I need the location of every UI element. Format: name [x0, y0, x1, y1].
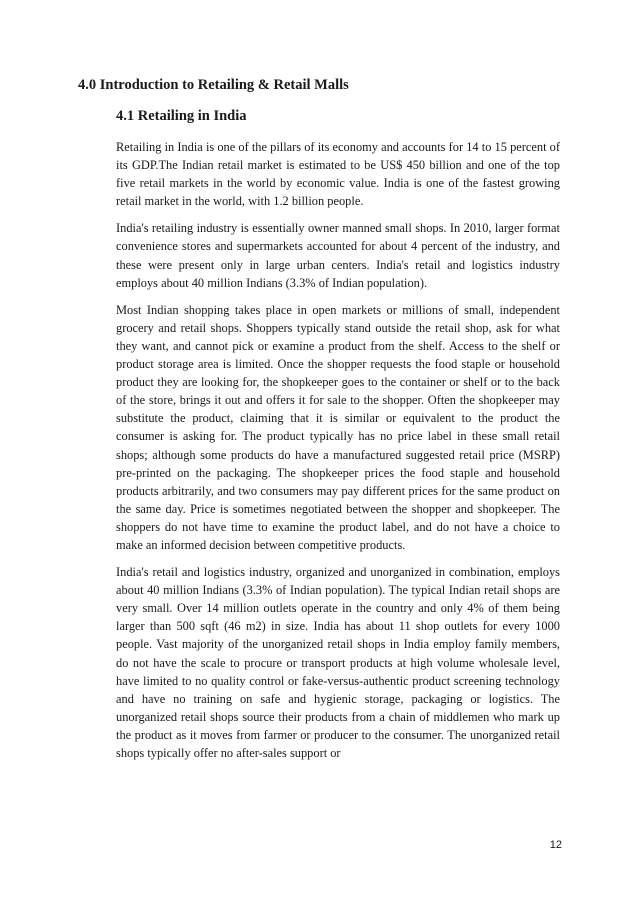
paragraph-3: Most Indian shopping takes place in open markets or millions of small, independent grocery and retail shops. Shoppers typically stand outside the retail shop, ask for what they want, and cannot pick or examine a product from the shelf. Access to the shelf or product storage area is limited. Once the shopper requests the food staple or household product they are looking for, the shopkeeper goes to the container or shelf or to the back of the store, brings it out and offers it for sale to the shopper. Often the shopkeeper may substitute the product, claiming that it is similar or equivalent to the product the consumer is asking for. The product typically has no price label in these small retail shops; although some products do have a manufactured suggested retail price (MSRP) pre-printed on the packaging. The shopkeeper prices the food staple and household products arbitrarily, and two consumers may pay different prices for the same product on the same day. Price is sometimes negotiated between the shopper and shopkeeper. The shoppers do not have time to examine the product label, and do not have a choice to make an informed decision between competitive products. — [116, 302, 560, 552]
body-text — [116, 138, 560, 771]
paragraph-4: India's retail and logistics industry, organized and unorganized in combination, employs about 40 million Indians (3.3% of Indian population). The typical Indian retail shops are very small. Over 14 million outlets operate in the country and only 4% of them being larger than 500 sqft (46 m2) in size. India has about 11 shop outlets for every 1000 people. Vast majority of the unorganized retail shops in India employ family members, do not have the scale to procure or transport products at high volume wholesale level, have limited to no quality control or fake-versus-authentic product screening technology and have no training on safe and hygienic storage, packaging or logistics. The unorganized retail shops source their products from a chain of middlemen who mark up the product as it moves from farmer or producer to the consumer. The unorganized retail shops typically offer no after-sales support or — [116, 565, 560, 760]
page-number: 12 — [549, 839, 562, 851]
paragraph-2: India's retailing industry is essentially owner manned small shops. In 2010, larger format convenience stores and supermarkets accounted for about 4 percent of the industry, and these were present only in large urban centers. India's retail and logistics industry employs about 40 million Indians (3.3% of Indian population). — [116, 221, 560, 290]
section-heading: 4.0 Introduction to Retailing & Retail Malls — [78, 77, 349, 93]
subsection-heading: 4.1 Retailing in India — [116, 108, 247, 124]
paragraph-1: Retailing in India is one of the pillars of its economy and accounts for 14 to 15 percent of its GDP.The Indian retail market is estimated to be US$ 450 billion and one of the top five retail markets in the world by economic value. India is one of the fastest growing retail market in the world, with 1.2 billion people. — [116, 140, 560, 209]
